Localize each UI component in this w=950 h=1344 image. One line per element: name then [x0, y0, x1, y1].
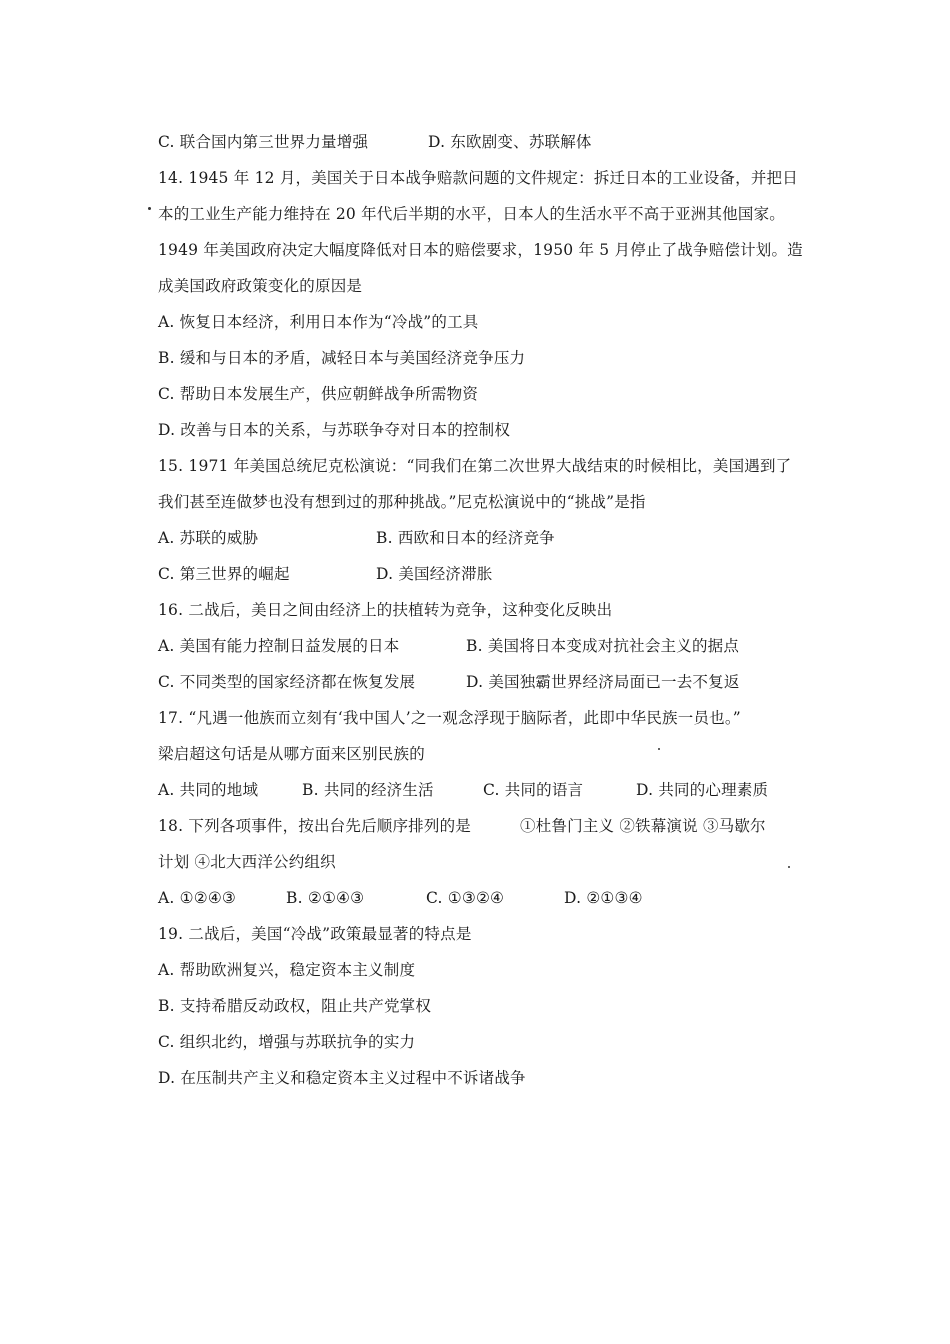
- q17-option-c: C. 共同的语言: [483, 781, 584, 799]
- q16-stem: 16. 二战后，美日之间由经济上的扶植转为竞争，这种变化反映出: [158, 601, 613, 619]
- q14-stem-line-3: 1949 年美国政府决定大幅度降低对日本的赔偿要求，1950 年 5 月停止了战争赔偿计划。造: [158, 241, 803, 259]
- q18-items: ①杜鲁门主义 ②铁幕演说 ③马歇尔: [520, 817, 766, 835]
- q18-option-d: D. ②①③④: [564, 889, 643, 907]
- q18-stem-text: 18. 下列各项事件，按出台先后顺序排列的是: [158, 817, 471, 835]
- q19-option-a: A. 帮助欧洲复兴，稳定资本主义制度: [158, 961, 416, 979]
- q15-option-d: D. 美国经济滞胀: [376, 565, 493, 583]
- q17-option-d: D. 共同的心理素质: [636, 781, 769, 799]
- q16-options-row-2: [158, 671, 740, 693]
- q15-stem-line-2: 我们甚至连做梦也没有想到过的那种挑战。”尼克松演说中的“挑战”是指: [158, 493, 646, 511]
- q14-stem-line-2: 本的工业生产能力维持在 20 年代后半期的水平，日本人的生活水平不高于亚洲其他国家。: [158, 205, 785, 223]
- scan-speck: [658, 748, 660, 750]
- q13-options: [158, 131, 592, 153]
- q19-option-d: D. 在压制共产主义和稳定资本主义过程中不诉诸战争: [158, 1069, 526, 1087]
- q19-option-c: C. 组织北约，增强与苏联抗争的实力: [158, 1033, 416, 1051]
- q18-options: [158, 887, 643, 909]
- q15-options-row-2: [158, 563, 493, 585]
- q14-option-a: A. 恢复日本经济，利用日本作为“冷战”的工具: [158, 313, 479, 331]
- q15-stem-line-1: 15. 1971 年美国总统尼克松演说：“同我们在第二次世界大战结束的时候相比，美国遇到了: [158, 457, 792, 475]
- q19-option-b: B. 支持希腊反动政权，阻止共产党掌权: [158, 997, 432, 1015]
- q16-option-b: B. 美国将日本变成对抗社会主义的据点: [466, 637, 740, 655]
- q18-stem-line-1: [158, 815, 766, 837]
- q18-option-c: C. ①③②④: [426, 889, 505, 907]
- scan-speck: [148, 207, 151, 210]
- q19-stem: 19. 二战后，美国“冷战”政策最显著的特点是: [158, 925, 472, 943]
- scan-speck: [788, 866, 790, 868]
- q18-option-b: B. ②①④③: [286, 889, 365, 907]
- q15-options-row-1: [158, 527, 555, 549]
- q14-stem-line-4: 成美国政府政策变化的原因是: [158, 277, 363, 295]
- q13-option-d: D. 东欧剧变、苏联解体: [428, 133, 592, 151]
- q16-options-row-1: [158, 635, 740, 657]
- q14-option-c: C. 帮助日本发展生产，供应朝鲜战争所需物资: [158, 385, 479, 403]
- q17-options: [158, 779, 769, 801]
- q15-option-c: C. 第三世界的崛起: [158, 565, 290, 583]
- q16-option-c: C. 不同类型的国家经济都在恢复发展: [158, 673, 416, 691]
- q17-option-b: B. 共同的经济生活: [302, 781, 434, 799]
- q16-option-d: D. 美国独霸世界经济局面已一去不复返: [466, 673, 740, 691]
- q15-option-b: B. 西欧和日本的经济竞争: [376, 529, 555, 547]
- q18-option-a: A. ①②④③: [158, 889, 237, 907]
- q15-option-a: A. 苏联的威胁: [158, 529, 259, 547]
- q17-stem-line-2: 梁启超这句话是从哪方面来区别民族的: [158, 745, 425, 763]
- q14-option-d: D. 改善与日本的关系，与苏联争夺对日本的控制权: [158, 421, 511, 439]
- q17-stem-line-1: 17. “凡遇一他族而立刻有‘我中国人’之一观念浮现于脑际者，此即中华民族一员也。”: [158, 709, 741, 727]
- q16-option-a: A. 美国有能力控制日益发展的日本: [158, 637, 400, 655]
- q13-option-c: C. 联合国内第三世界力量增强: [158, 133, 369, 151]
- q17-option-a: A. 共同的地域: [158, 781, 259, 799]
- q14-option-b: B. 缓和与日本的矛盾，减轻日本与美国经济竞争压力: [158, 349, 526, 367]
- q18-stem-line-2: 计划 ④北大西洋公约组织: [158, 853, 336, 871]
- q14-stem-line-1: 14. 1945 年 12 月，美国关于日本战争赔款问题的文件规定：拆迁日本的工业设备，并把日: [158, 169, 798, 187]
